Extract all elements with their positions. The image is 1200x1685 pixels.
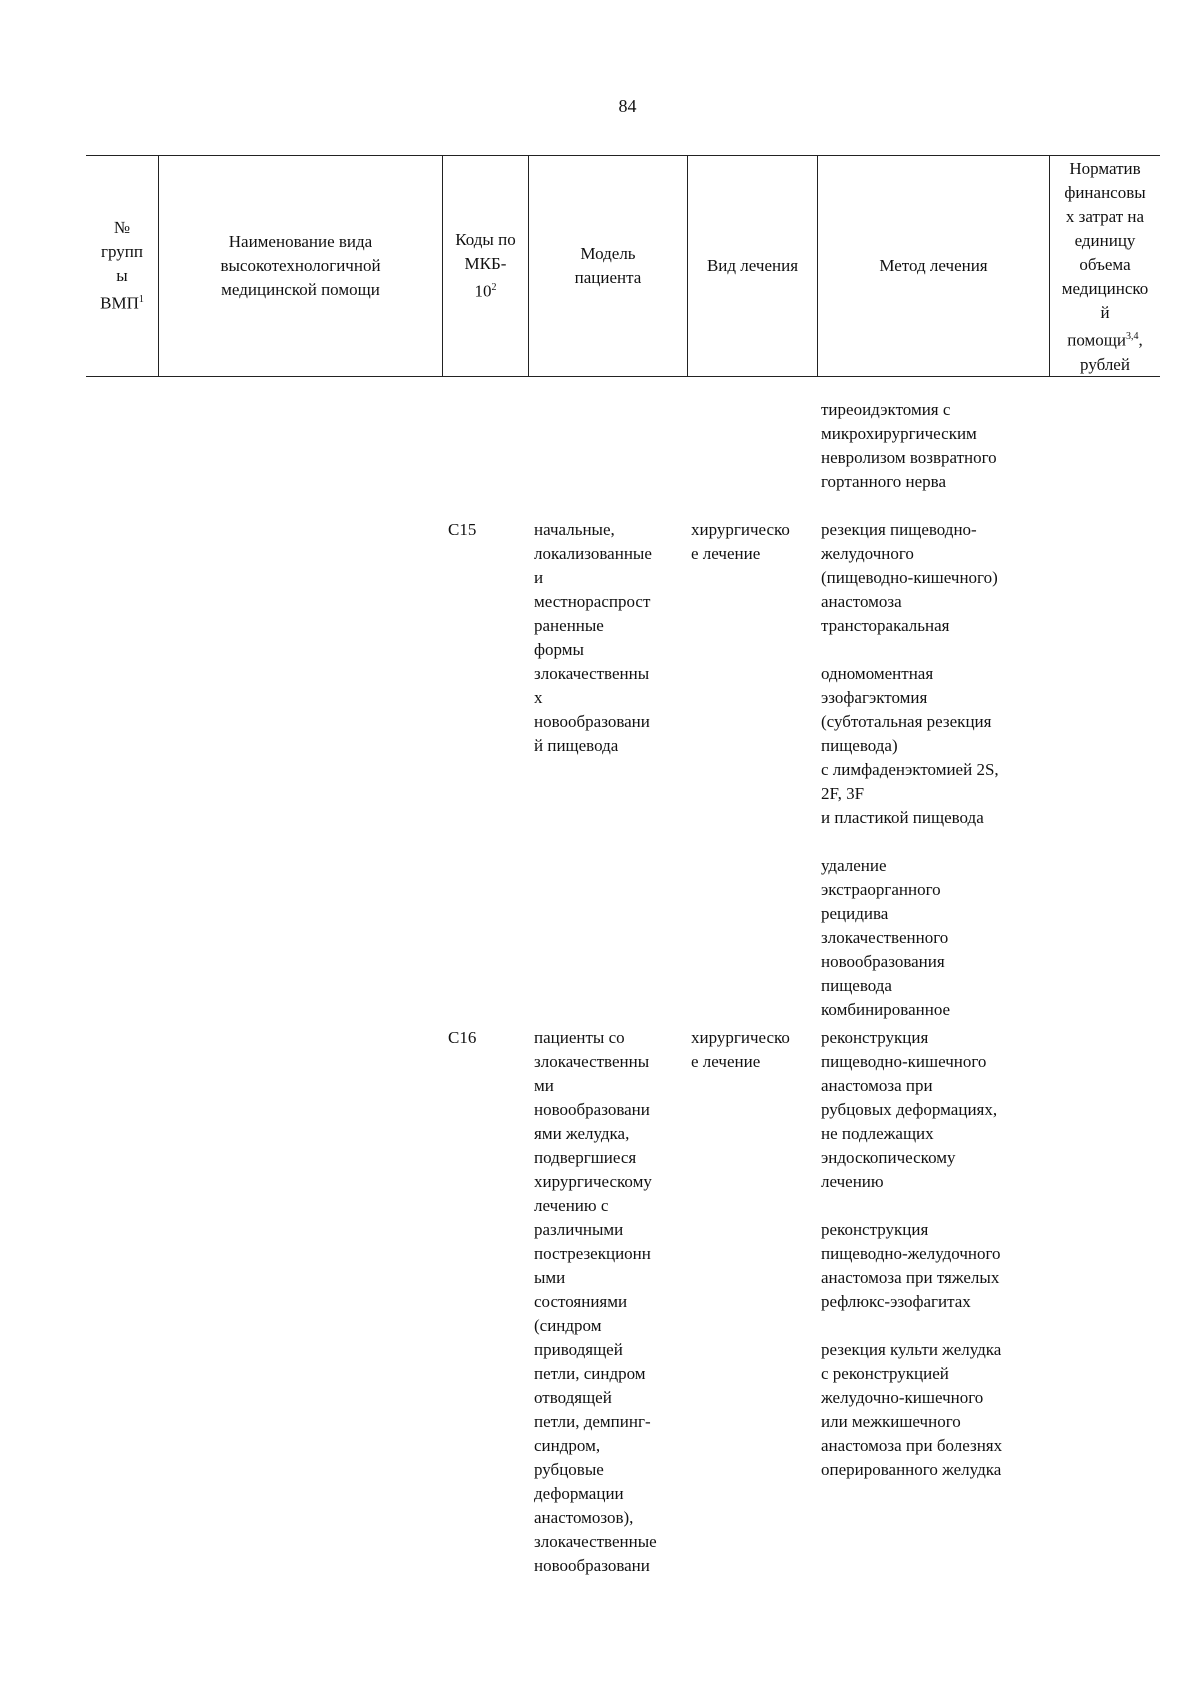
c16-treatment-type: хирургическо е лечение	[691, 1028, 790, 1071]
page-number: 84	[618, 96, 637, 116]
header-col-patient-model	[528, 156, 687, 376]
c15-method-3: удаление экстраорганного рецидива злокачественного новообразования пищевода комбинированное	[821, 856, 951, 1019]
c15-code: C15	[448, 520, 477, 539]
method-cont-thyroidectomy: тиреоидэктомия с микрохирургическим невролизом возвратного гортанного нерва	[821, 400, 997, 491]
c16-code: C16	[448, 1028, 477, 1047]
header-col-group-number	[86, 156, 158, 376]
header-col-group-number-text: № групп ы ВМП	[100, 218, 143, 313]
c16-patient-model: пациенты со злокачественны ми новообразовани ями желудка, подвергшиеся хирургическому лечению с различными пострезекционн ыми состояниями (синдром приводящей петли, синдром отводящей петли, демпинг- синдром, рубцовые деформации анастомозов), злокачественные новообразовани	[534, 1028, 657, 1575]
header-col-treatment-type	[687, 156, 817, 376]
header-col-cost-norm-tail: , рублей	[1080, 330, 1143, 374]
header-col-name	[158, 156, 442, 376]
header-col-cost-norm	[1049, 156, 1160, 376]
c15-method-2: одномоментная эзофагэктомия (субтотальная резекция пищевода) с лимфаденэктомией 2S, 2F, 3F и пластикой пищевода	[821, 664, 999, 827]
header-col-cost-norm-text: Норматив финансовы х затрат на единицу объема медицинско й помощи	[1061, 159, 1149, 350]
header-col-treatment-method	[817, 156, 1049, 376]
c15-method-1: резекция пищеводно- желудочного (пищеводно-кишечного) анастомоза трансторакальная	[821, 520, 998, 635]
header-col-cost-norm-sup: 3,4	[1125, 331, 1139, 342]
header-col-icd-codes-text: Коды по МКБ- 10	[455, 230, 516, 301]
table-header	[86, 155, 1160, 377]
header-col-patient-model-text: Модель пациента	[574, 244, 642, 287]
header-col-group-number-sup: 1	[138, 294, 144, 306]
header-col-icd-codes	[442, 156, 528, 376]
c15-patient-model: начальные, локализованные и местнораспрост раненные формы злокачественны х новообразовани й пищевода	[534, 520, 652, 755]
header-col-treatment-method-text: Метод лечения	[879, 256, 988, 275]
header-col-name-text: Наименование вида высокотехнологичной медицинской помощи	[220, 232, 381, 299]
c16-method-2: реконструкция пищеводно-желудочного анастомоза при тяжелых рефлюкс-эзофагитах	[821, 1220, 1001, 1311]
c16-method-3: резекция культи желудка с реконструкцией желудочно-кишечного или межкишечного анастомоза при болезнях оперированного желудка	[821, 1340, 1003, 1479]
c16-method-1: реконструкция пищеводно-кишечного анастомоза при рубцовых деформациях, не подлежащих эндоскопическому лечению	[821, 1028, 998, 1191]
header-col-icd-codes-sup: 2	[491, 282, 497, 294]
header-col-treatment-type-text: Вид лечения	[706, 256, 799, 275]
c15-treatment-type: хирургическо е лечение	[691, 520, 790, 563]
